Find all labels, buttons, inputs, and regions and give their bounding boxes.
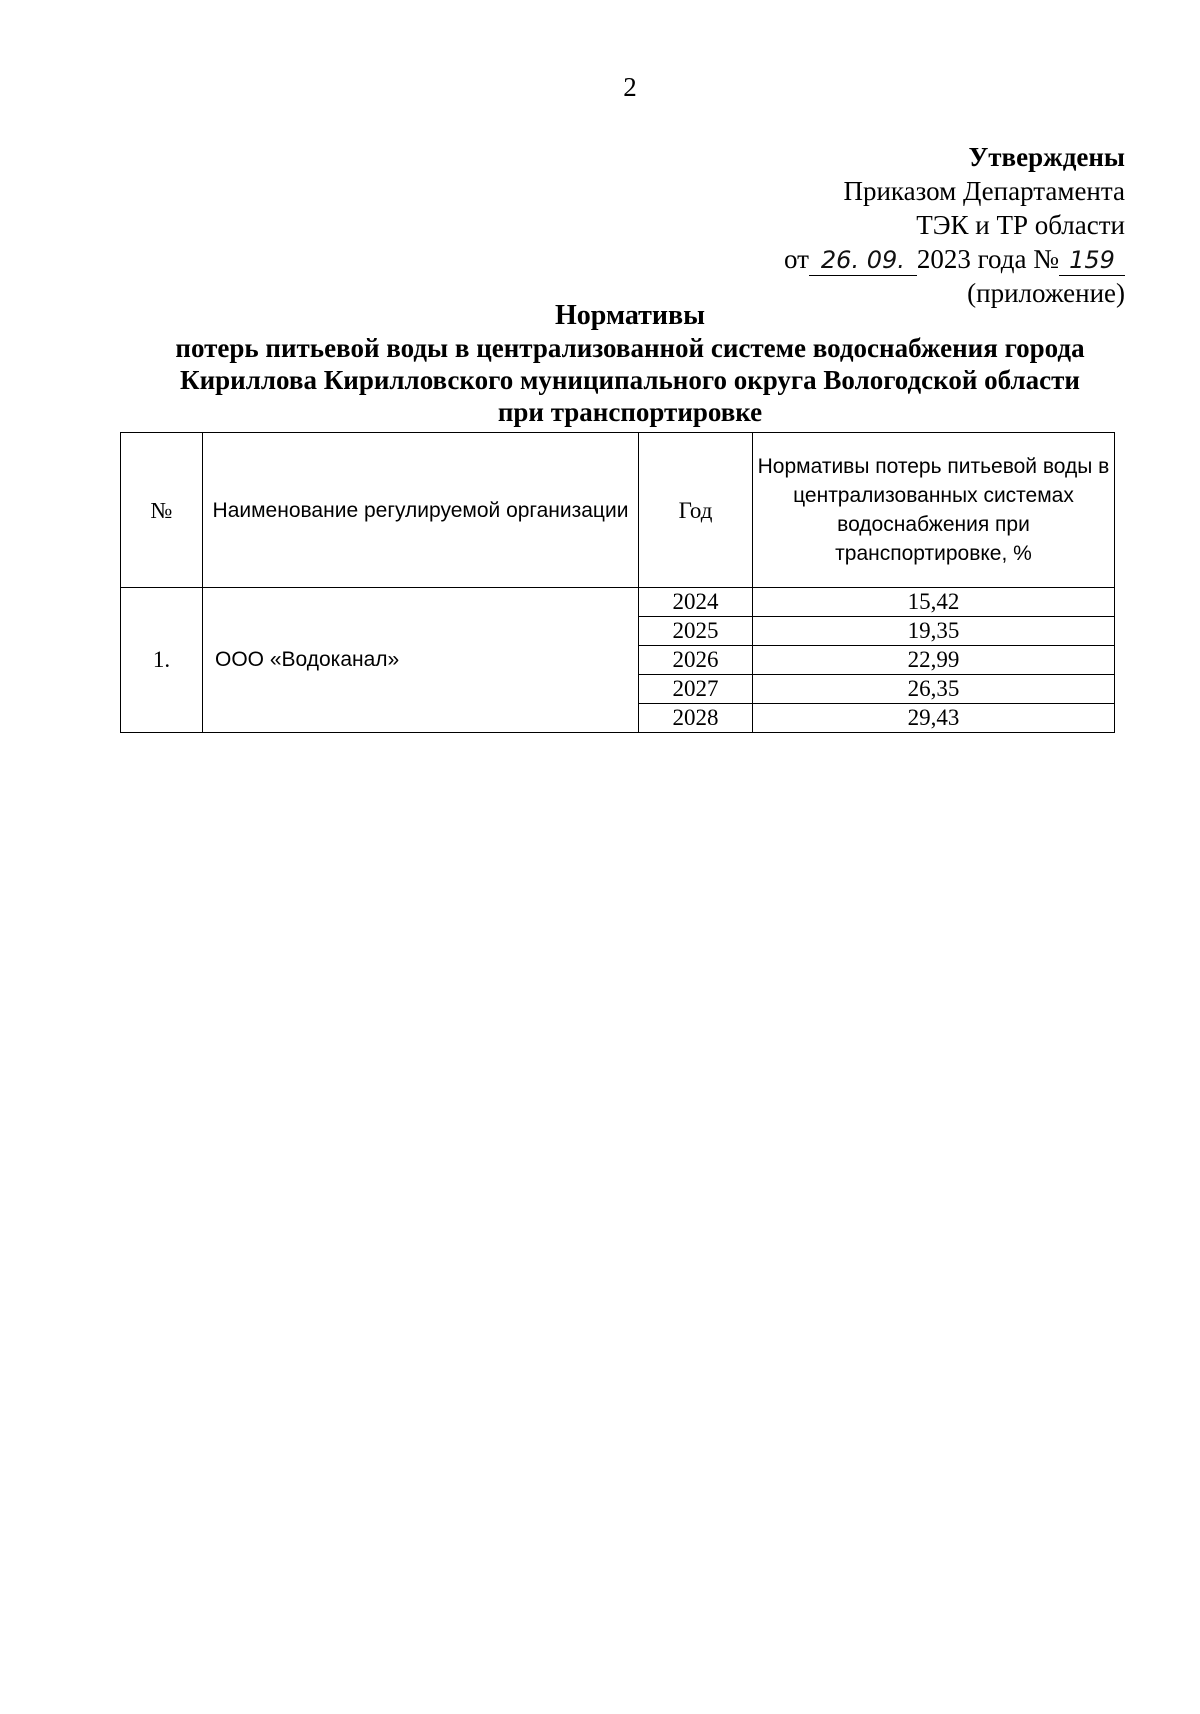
year-text: 2023 года № (916, 244, 1059, 274)
row-year: 2026 (639, 646, 753, 675)
entry-number: 1. (121, 588, 203, 733)
document-subtitle-line-3: при транспортировке (497, 397, 763, 427)
date-prefix: от (783, 244, 809, 274)
document-subtitle-line-1: потерь питьевой воды в централизованной системе водоснабжения города (175, 333, 1085, 363)
document-heading (100, 300, 1160, 428)
norms-table (120, 432, 1115, 733)
row-year: 2028 (639, 704, 753, 733)
page-number: 2 (623, 72, 637, 102)
handwritten-order-number: 159 (1059, 245, 1125, 276)
document-title: Нормативы (555, 300, 705, 331)
handwritten-date: 26. 09. (809, 245, 917, 276)
approval-date-line (784, 242, 1125, 276)
row-value: 22,99 (753, 646, 1115, 675)
approval-note: (приложение) (967, 278, 1125, 308)
header-norm: Нормативы потерь питьевой воды в централизованных системах водоснабжения при транспортировке, % (753, 433, 1115, 588)
document-subtitle-line-2: Кириллова Кирилловского муниципального округа Вологодской области (180, 365, 1080, 395)
row-year: 2027 (639, 675, 753, 704)
row-value: 29,43 (753, 704, 1115, 733)
row-year: 2024 (639, 588, 753, 617)
row-year: 2025 (639, 617, 753, 646)
header-year: Год (639, 433, 753, 588)
table-row (121, 588, 1115, 617)
header-number: № (121, 433, 203, 588)
header-organization: Наименование регулируемой организации (203, 433, 639, 588)
approval-block (784, 140, 1125, 310)
approval-line-2: ТЭК и ТР области (916, 210, 1125, 240)
entry-organization: ООО «Водоканал» (203, 588, 639, 733)
table-header-row (121, 433, 1115, 588)
approval-line-1: Приказом Департамента (843, 176, 1125, 206)
row-value: 26,35 (753, 675, 1115, 704)
approval-heading: Утверждены (968, 142, 1125, 172)
row-value: 19,35 (753, 617, 1115, 646)
row-value: 15,42 (753, 588, 1115, 617)
